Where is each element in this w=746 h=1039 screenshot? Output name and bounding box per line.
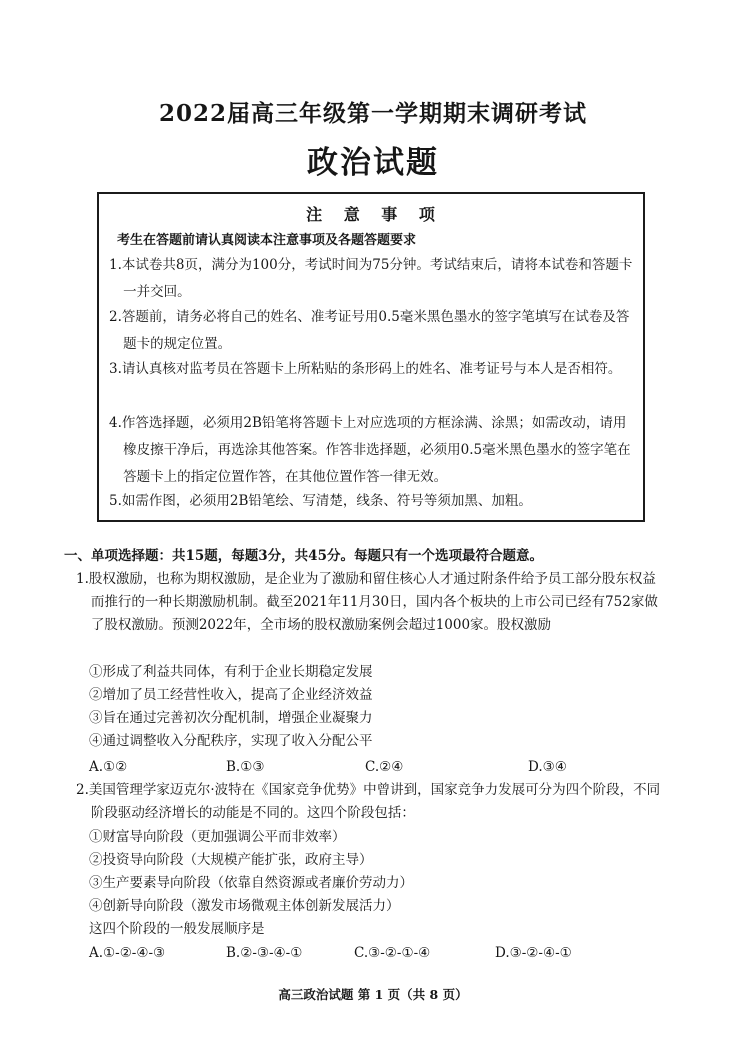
q2-prompt: 这四个阶段的一般发展顺序是 (89, 921, 265, 937)
q2-option-b: B.②-③-④-① (226, 945, 303, 961)
notice-item-5: 5.如需作图，必须用2B铅笔绘、写清楚，线条、符号等须加黑、加粗。 (109, 493, 532, 509)
question-2-stem: 2.美国管理学家迈克尔·波特在《国家竞争优势》中曾讲到，国家竞争力发展可分为四个阶段，不同阶段驱动经济增长的动能是不同的。这四个阶段包括： (76, 782, 661, 821)
notice-item-1: 1.本试卷共8页，满分为100分，考试时间为75分钟。考试结束后，请将本试卷和答题卡一并交回。 (109, 257, 633, 300)
page-footer: 高三政治试题 第 1 页（共 8 页） (278, 987, 468, 1002)
notice-subtitle: 考生在答题前请认真阅读本注意事项及各题答题要求 (117, 233, 417, 248)
question-1-stem: 1.股权激励，也称为期权激励，是企业为了激励和留住核心人才通过附条件给予员工部分股东权益而推行的一种长期激励机制。截至2021年11月30日，国内各个板块的上市公司已经有752家做了股权激励。预测2022年，全市场的股权激励案例会超过1000家。股权激励 (76, 571, 658, 633)
q1-option-b: B.①③ (226, 759, 265, 775)
section-heading: 一、单项选择题：共15题，每题3分，共45分。每题只有一个选项最符合题意。 (64, 548, 543, 564)
q1-option-d: D.③④ (528, 759, 567, 775)
q2-statement-1: ①财富导向阶段（更加强调公平而非效率） (89, 829, 346, 845)
q1-option-a: A.①② (89, 759, 128, 775)
q2-option-a: A.①-②-④-③ (89, 945, 166, 961)
q1-statement-2: ②增加了员工经营性收入，提高了企业经济效益 (89, 687, 373, 703)
q2-option-d: D.③-②-④-① (495, 945, 572, 961)
notice-item-2: 2.答题前，请务必将自己的姓名、准考证号用0.5毫米黑色墨水的签字笔填写在试卷及答题卡的规定位置。 (109, 309, 630, 352)
q1-statement-1: ①形成了利益共同体，有利于企业长期稳定发展 (89, 664, 373, 680)
notice-item-3: 3.请认真核对监考员在答题卡上所粘贴的条形码上的姓名、准考证号与本人是否相符。 (109, 361, 622, 377)
q1-statement-4: ④通过调整收入分配秩序，实现了收入分配公平 (89, 733, 373, 749)
notice-title: 注 意 事 项 (306, 205, 436, 224)
q2-statement-4: ④创新导向阶段（激发市场微观主体创新发展活力） (89, 898, 400, 914)
q1-statement-3: ③旨在通过完善初次分配机制，增强企业凝聚力 (89, 710, 373, 726)
notice-box (97, 192, 645, 522)
q2-statement-2: ②投资导向阶段（大规模产能扩张，政府主导） (89, 852, 373, 868)
notice-item-4: 4.作答选择题，必须用2B铅笔将答题卡上对应选项的方框涂满、涂黑；如需改动，请用橡皮擦干净后，再选涂其他答案。作答非选择题，必须用0.5毫米黑色墨水的签字笔在答题卡上的指定位置作答，在其他位置作答一律无效。 (109, 415, 631, 485)
q1-option-c: C.②④ (365, 759, 404, 775)
q2-option-c: C.③-②-①-④ (354, 945, 431, 961)
subject-title: 政治试题 (307, 145, 439, 181)
exam-title: 2022届高三年级第一学期期末调研考试 (158, 100, 587, 127)
q2-statement-3: ③生产要素导向阶段（依靠自然资源或者廉价劳动力） (89, 875, 413, 891)
